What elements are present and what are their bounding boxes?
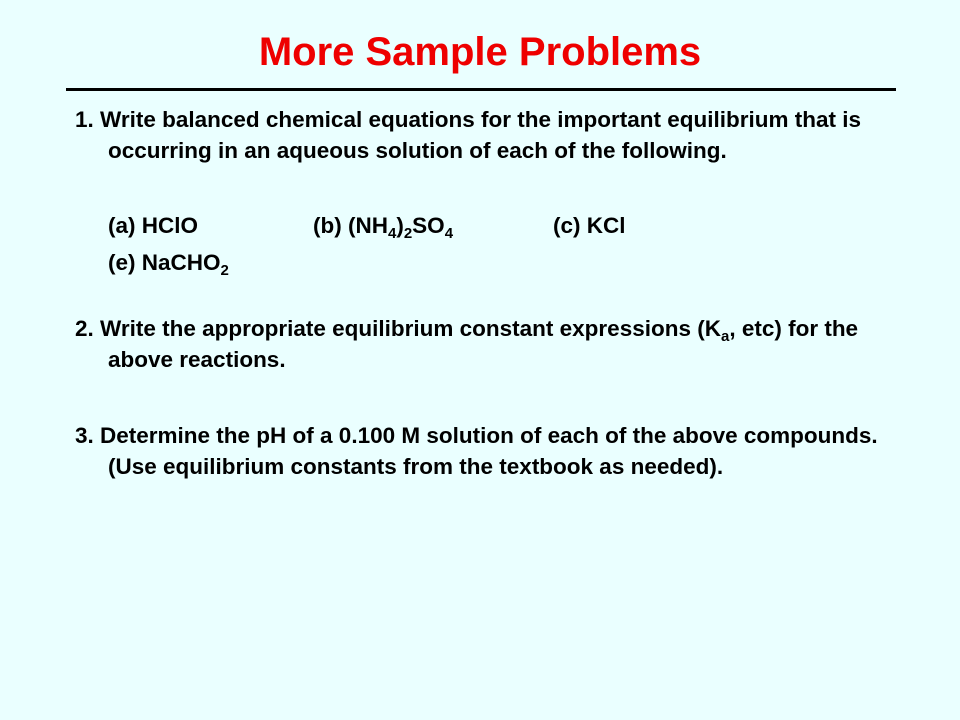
compound-b: (b) $(NH_4)_2SO_4$ [313, 213, 454, 242]
problem-2-text: 2. Write the appropriate equilibrium constant expressions ($K_a$, etc) for the above reactions. [75, 316, 859, 372]
problem-3-text: 3. Determine the pH of a 0.100 M solution of each of the above compounds. (Use equilibrium constants from the textbook as needed). [75, 423, 878, 479]
problem-1-text: 1. Write balanced chemical equations for the important equilibrium that is occurring in an aqueous solution of each of the following. [75, 107, 861, 163]
title-underline [66, 88, 896, 91]
compound-c: (c) KCl [553, 213, 626, 238]
slide-title: More Sample Problems [258, 30, 702, 74]
compound-a: (a) HClO [108, 213, 198, 238]
compound-e: (e) NaCHO$_2$ [108, 250, 229, 279]
